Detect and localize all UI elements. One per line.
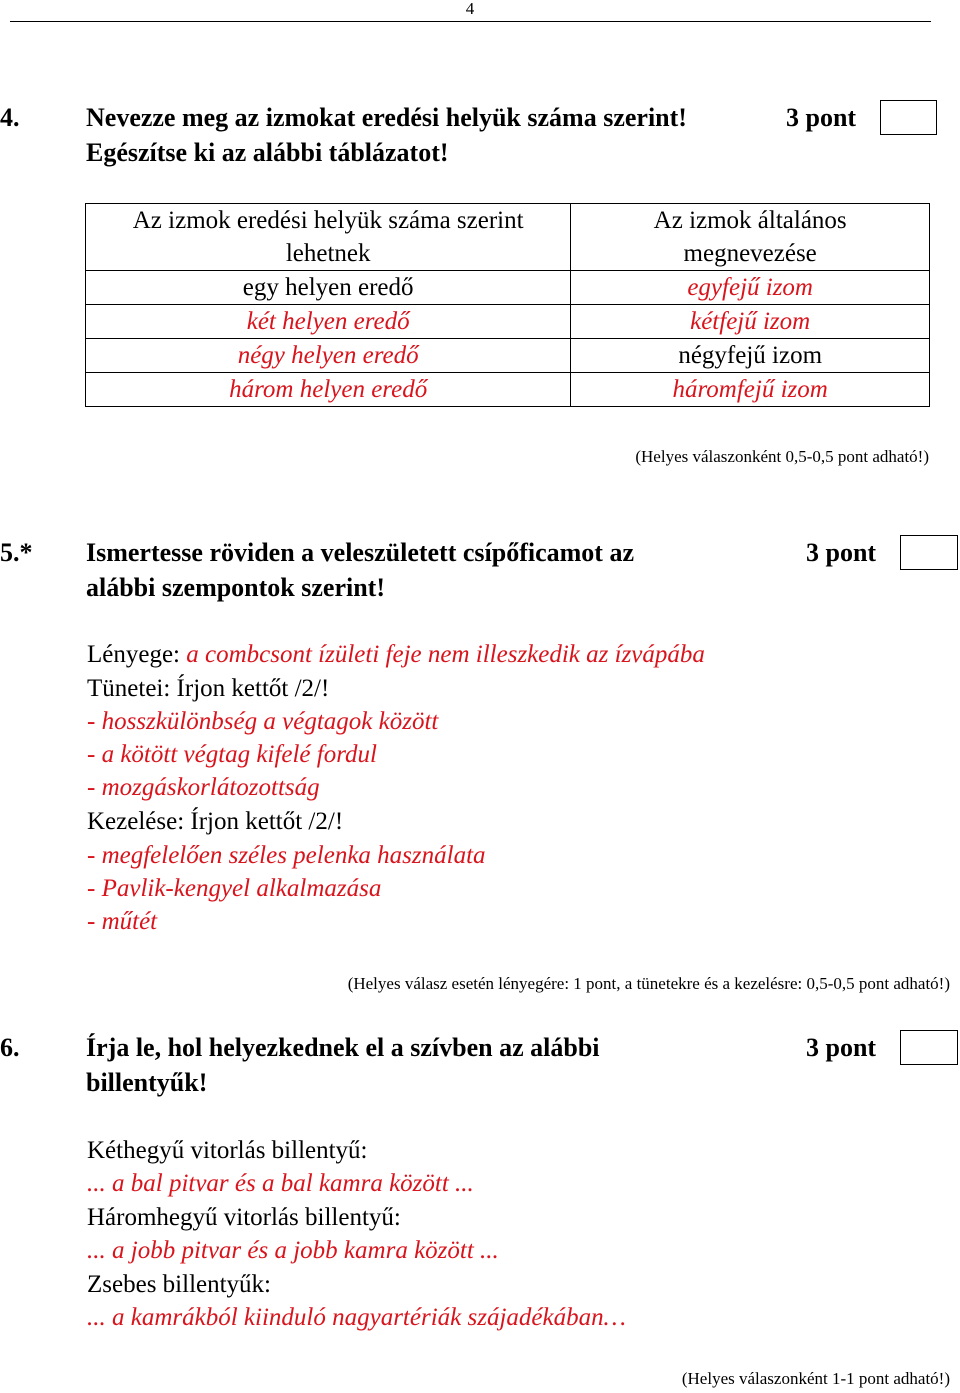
q6-item-answer: ... a bal pitvar és a bal kamra között ... [87, 1170, 474, 1197]
table-cell-answer: kétfejű izom [571, 305, 930, 339]
table-cell-answer: egyfejű izom [571, 271, 930, 305]
q5-number: 5.* [0, 538, 33, 567]
q5-essence-label: Lényege: [87, 641, 181, 668]
table-cell-answer: három helyen eredő [86, 373, 571, 407]
q6-title-line1: Írja le, hol helyezkednek el a szívben az alábbi [86, 1033, 600, 1062]
table-cell-name: négyfejű izom [571, 339, 930, 373]
q4-muscle-table [85, 203, 930, 407]
table-cell-answer: két helyen eredő [86, 305, 571, 339]
table-cell-answer: négy helyen eredő [86, 339, 571, 373]
table-header-origin [86, 204, 571, 271]
table-header-row [86, 204, 930, 271]
q4-scoring-note: (Helyes válaszonként 0,5-0,5 pont adható!) [635, 447, 929, 466]
q6-score-box[interactable] [900, 1030, 958, 1065]
table-row [86, 373, 930, 407]
table-row [86, 305, 930, 339]
q6-scoring-note: (Helyes válaszonként 1-1 pont adható!) [681, 1369, 950, 1388]
q5-score-box[interactable] [900, 535, 958, 570]
q6-item-answer: ... a jobb pitvar és a jobb kamra között ... [87, 1237, 499, 1264]
q5-symptom-item: - a kötött végtag kifelé fordul [87, 741, 377, 768]
q5-symptom-item: - hosszkülönbség a végtagok között [87, 708, 439, 735]
q5-treatment-item: - műtét [87, 908, 158, 935]
header-rule [10, 21, 931, 22]
q6-item-answer: ... a kamrákból kiinduló nagyartériák szájadékában… [87, 1304, 626, 1331]
q4-score-box[interactable] [880, 100, 937, 135]
q6-item-label: Háromhegyű vitorlás billentyű: [87, 1204, 401, 1231]
table-row [86, 271, 930, 305]
q5-treatment-label: Kezelése: Írjon kettőt /2/! [87, 808, 344, 835]
q4-title-line2: Egészítse ki az alábbi táblázatot! [86, 138, 449, 167]
q5-essence-answer: a combcsont ízületi feje nem illeszkedik az ízvápába [186, 641, 705, 668]
q5-symptom-item: - mozgáskorlátozottság [87, 774, 320, 801]
table-row [86, 339, 930, 373]
q4-points: 3 pont [786, 103, 857, 132]
table-header-name-line1: Az izmok általános [653, 207, 847, 234]
page-number: 4 [465, 0, 475, 18]
table-cell-answer: háromfejű izom [571, 373, 930, 407]
q5-title-line1: Ismertesse röviden a veleszületett csípőficamot az [86, 538, 634, 567]
q6-item-label: Zsebes billentyűk: [87, 1271, 271, 1298]
q5-points: 3 pont [806, 538, 877, 567]
q5-treatment-item: - Pavlik-kengyel alkalmazása [87, 875, 382, 902]
q5-treatment-item: - megfelelően széles pelenka használata [87, 842, 486, 869]
table-header-name [571, 204, 930, 271]
q4-number: 4. [0, 103, 20, 132]
q5-title-line2: alábbi szempontok szerint! [86, 573, 385, 602]
q6-item-label: Kéthegyű vitorlás billentyű: [87, 1137, 368, 1164]
q4-title-line1: Nevezze meg az izmokat eredési helyük száma szerint! [86, 103, 687, 132]
table-header-name-line2: megnevezése [683, 240, 817, 267]
table-header-origin-line1: Az izmok eredési helyük száma szerint [132, 207, 524, 234]
q5-symptoms-label: Tünetei: Írjon kettőt /2/! [87, 675, 330, 702]
q5-essence [87, 638, 705, 671]
q5-scoring-note: (Helyes válasz esetén lényegére: 1 pont, a tünetekre és a kezelésre: 0,5-0,5 pont adható!) [347, 974, 950, 993]
q6-title-line2: billentyűk! [86, 1068, 208, 1097]
table-cell-origin: egy helyen eredő [86, 271, 571, 305]
table-header-origin-line2: lehetnek [285, 240, 371, 267]
q6-points: 3 pont [806, 1033, 877, 1062]
q6-number: 6. [0, 1033, 20, 1062]
